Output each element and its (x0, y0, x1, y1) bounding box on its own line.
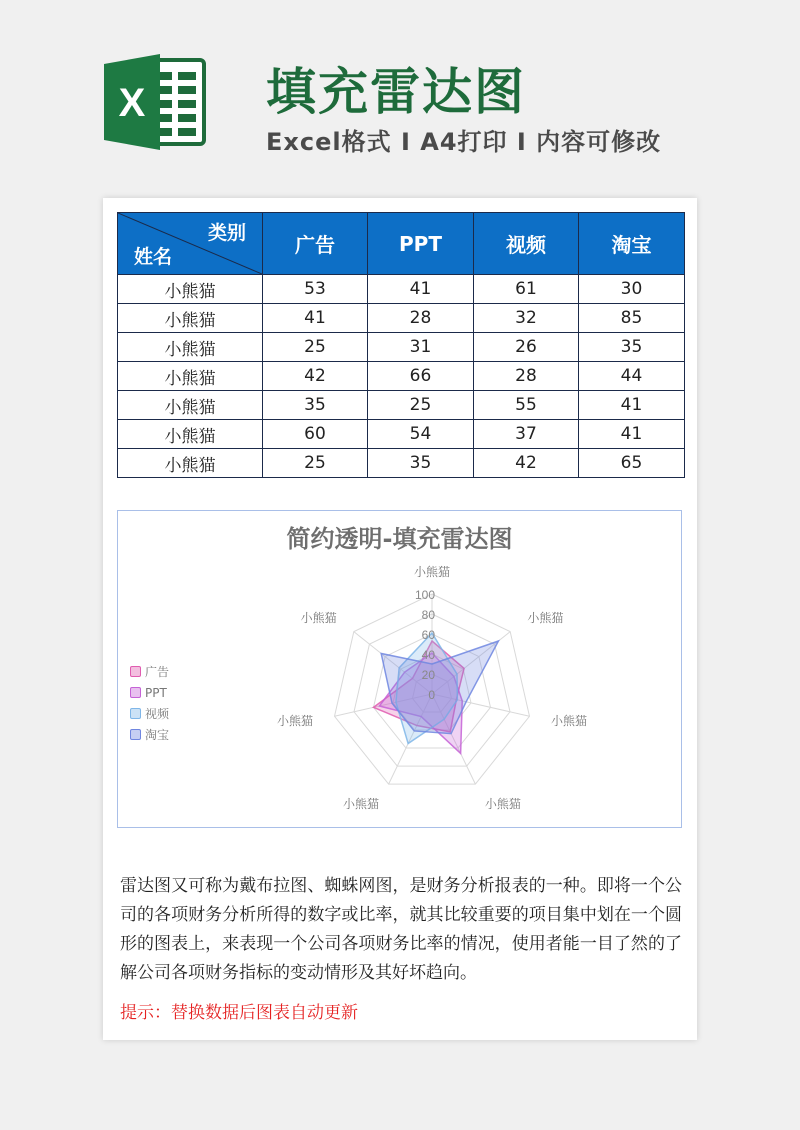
radar-tick-label: 100 (414, 588, 435, 602)
row-name-cell: 小熊猫 (118, 333, 263, 362)
legend-swatch (130, 729, 141, 740)
value-cell: 35 (368, 449, 474, 478)
table-row (118, 449, 685, 478)
radar-tick-label: 60 (421, 628, 435, 642)
corner-label-category: 类别 (207, 222, 246, 244)
table-corner-header (118, 213, 263, 275)
excel-logo-icon (100, 52, 210, 152)
legend-swatch (130, 687, 141, 698)
radar-tick-label: 0 (428, 688, 435, 702)
legend-label: 视频 (145, 707, 170, 721)
table-row (118, 420, 685, 449)
radar-category-label: 小熊猫 (300, 610, 337, 625)
value-cell: 31 (368, 333, 474, 362)
value-cell: 66 (368, 362, 474, 391)
svg-text:X: X (118, 81, 146, 125)
value-cell: 28 (474, 362, 579, 391)
value-cell: 41 (263, 304, 368, 333)
radar-tick-label: 80 (421, 608, 435, 622)
legend-label: PPT (145, 685, 167, 700)
legend-label: 广告 (145, 665, 170, 679)
corner-label-name: 姓名 (134, 246, 173, 268)
radar-category-label: 小熊猫 (484, 796, 521, 811)
table-header-row (118, 213, 685, 275)
value-cell: 30 (579, 275, 685, 304)
column-header: 广告 (263, 213, 368, 275)
row-name-cell: 小熊猫 (118, 362, 263, 391)
row-name-cell: 小熊猫 (118, 304, 263, 333)
value-cell: 61 (474, 275, 579, 304)
value-cell: 25 (368, 391, 474, 420)
radar-plot (118, 511, 681, 827)
legend-label: 淘宝 (145, 728, 170, 742)
row-name-cell: 小熊猫 (118, 449, 263, 478)
data-table (117, 212, 685, 478)
legend-item (130, 703, 169, 724)
radar-category-label: 小熊猫 (413, 565, 451, 579)
value-cell: 35 (579, 333, 685, 362)
table-row (118, 362, 685, 391)
page-subtitle: Excel格式 I A4打印 I 内容可修改 (266, 128, 662, 156)
radar-category-label: 小熊猫 (343, 796, 380, 811)
value-cell: 41 (579, 391, 685, 420)
value-cell: 54 (368, 420, 474, 449)
chart-title: 简约透明-填充雷达图 (286, 525, 513, 553)
row-name-cell: 小熊猫 (118, 391, 263, 420)
radar-tick-label: 20 (421, 668, 435, 682)
row-name-cell: 小熊猫 (118, 275, 263, 304)
legend-item (130, 724, 169, 745)
legend-swatch (130, 708, 141, 719)
radar-category-label: 小熊猫 (550, 714, 587, 729)
legend-item (130, 661, 169, 682)
value-cell: 41 (368, 275, 474, 304)
table-row (118, 391, 685, 420)
value-cell: 35 (263, 391, 368, 420)
table-row (118, 275, 685, 304)
value-cell: 25 (263, 449, 368, 478)
value-cell: 60 (263, 420, 368, 449)
column-header: 淘宝 (579, 213, 685, 275)
legend-item (130, 682, 169, 703)
value-cell: 44 (579, 362, 685, 391)
value-cell: 41 (579, 420, 685, 449)
value-cell: 85 (579, 304, 685, 333)
radar-chart (117, 510, 682, 828)
description-paragraph: 雷达图又可称为戴布拉图、蜘蛛网图，是财务分析报表的一种。即将一个公司的各项财务分析所得的数字或比率，就其比较重要的项目集中划在一个圆形的图表上，来表现一个公司各项财务比率的情况，使用者能一目了然的了解公司各项财务指标的变动情形及其好坏趋向。 (120, 876, 682, 983)
value-cell: 25 (263, 333, 368, 362)
value-cell: 42 (474, 449, 579, 478)
table-row (118, 304, 685, 333)
document-sheet (103, 198, 697, 1040)
value-cell: 37 (474, 420, 579, 449)
page-title: 填充雷达图 (266, 63, 526, 121)
value-cell: 32 (474, 304, 579, 333)
radar-category-label: 小熊猫 (277, 714, 314, 729)
value-cell: 42 (263, 362, 368, 391)
value-cell: 53 (263, 275, 368, 304)
radar-category-label: 小熊猫 (527, 610, 564, 625)
column-header: 视频 (474, 213, 579, 275)
update-tip: 提示：替换数据后图表自动更新 (120, 1003, 358, 1023)
row-name-cell: 小熊猫 (118, 420, 263, 449)
legend-swatch (130, 666, 141, 677)
value-cell: 28 (368, 304, 474, 333)
value-cell: 65 (579, 449, 685, 478)
chart-legend (130, 661, 169, 745)
table-row (118, 333, 685, 362)
page-header (0, 0, 800, 200)
radar-tick-label: 40 (421, 648, 435, 662)
value-cell: 26 (474, 333, 579, 362)
column-header: PPT (368, 213, 474, 275)
value-cell: 55 (474, 391, 579, 420)
